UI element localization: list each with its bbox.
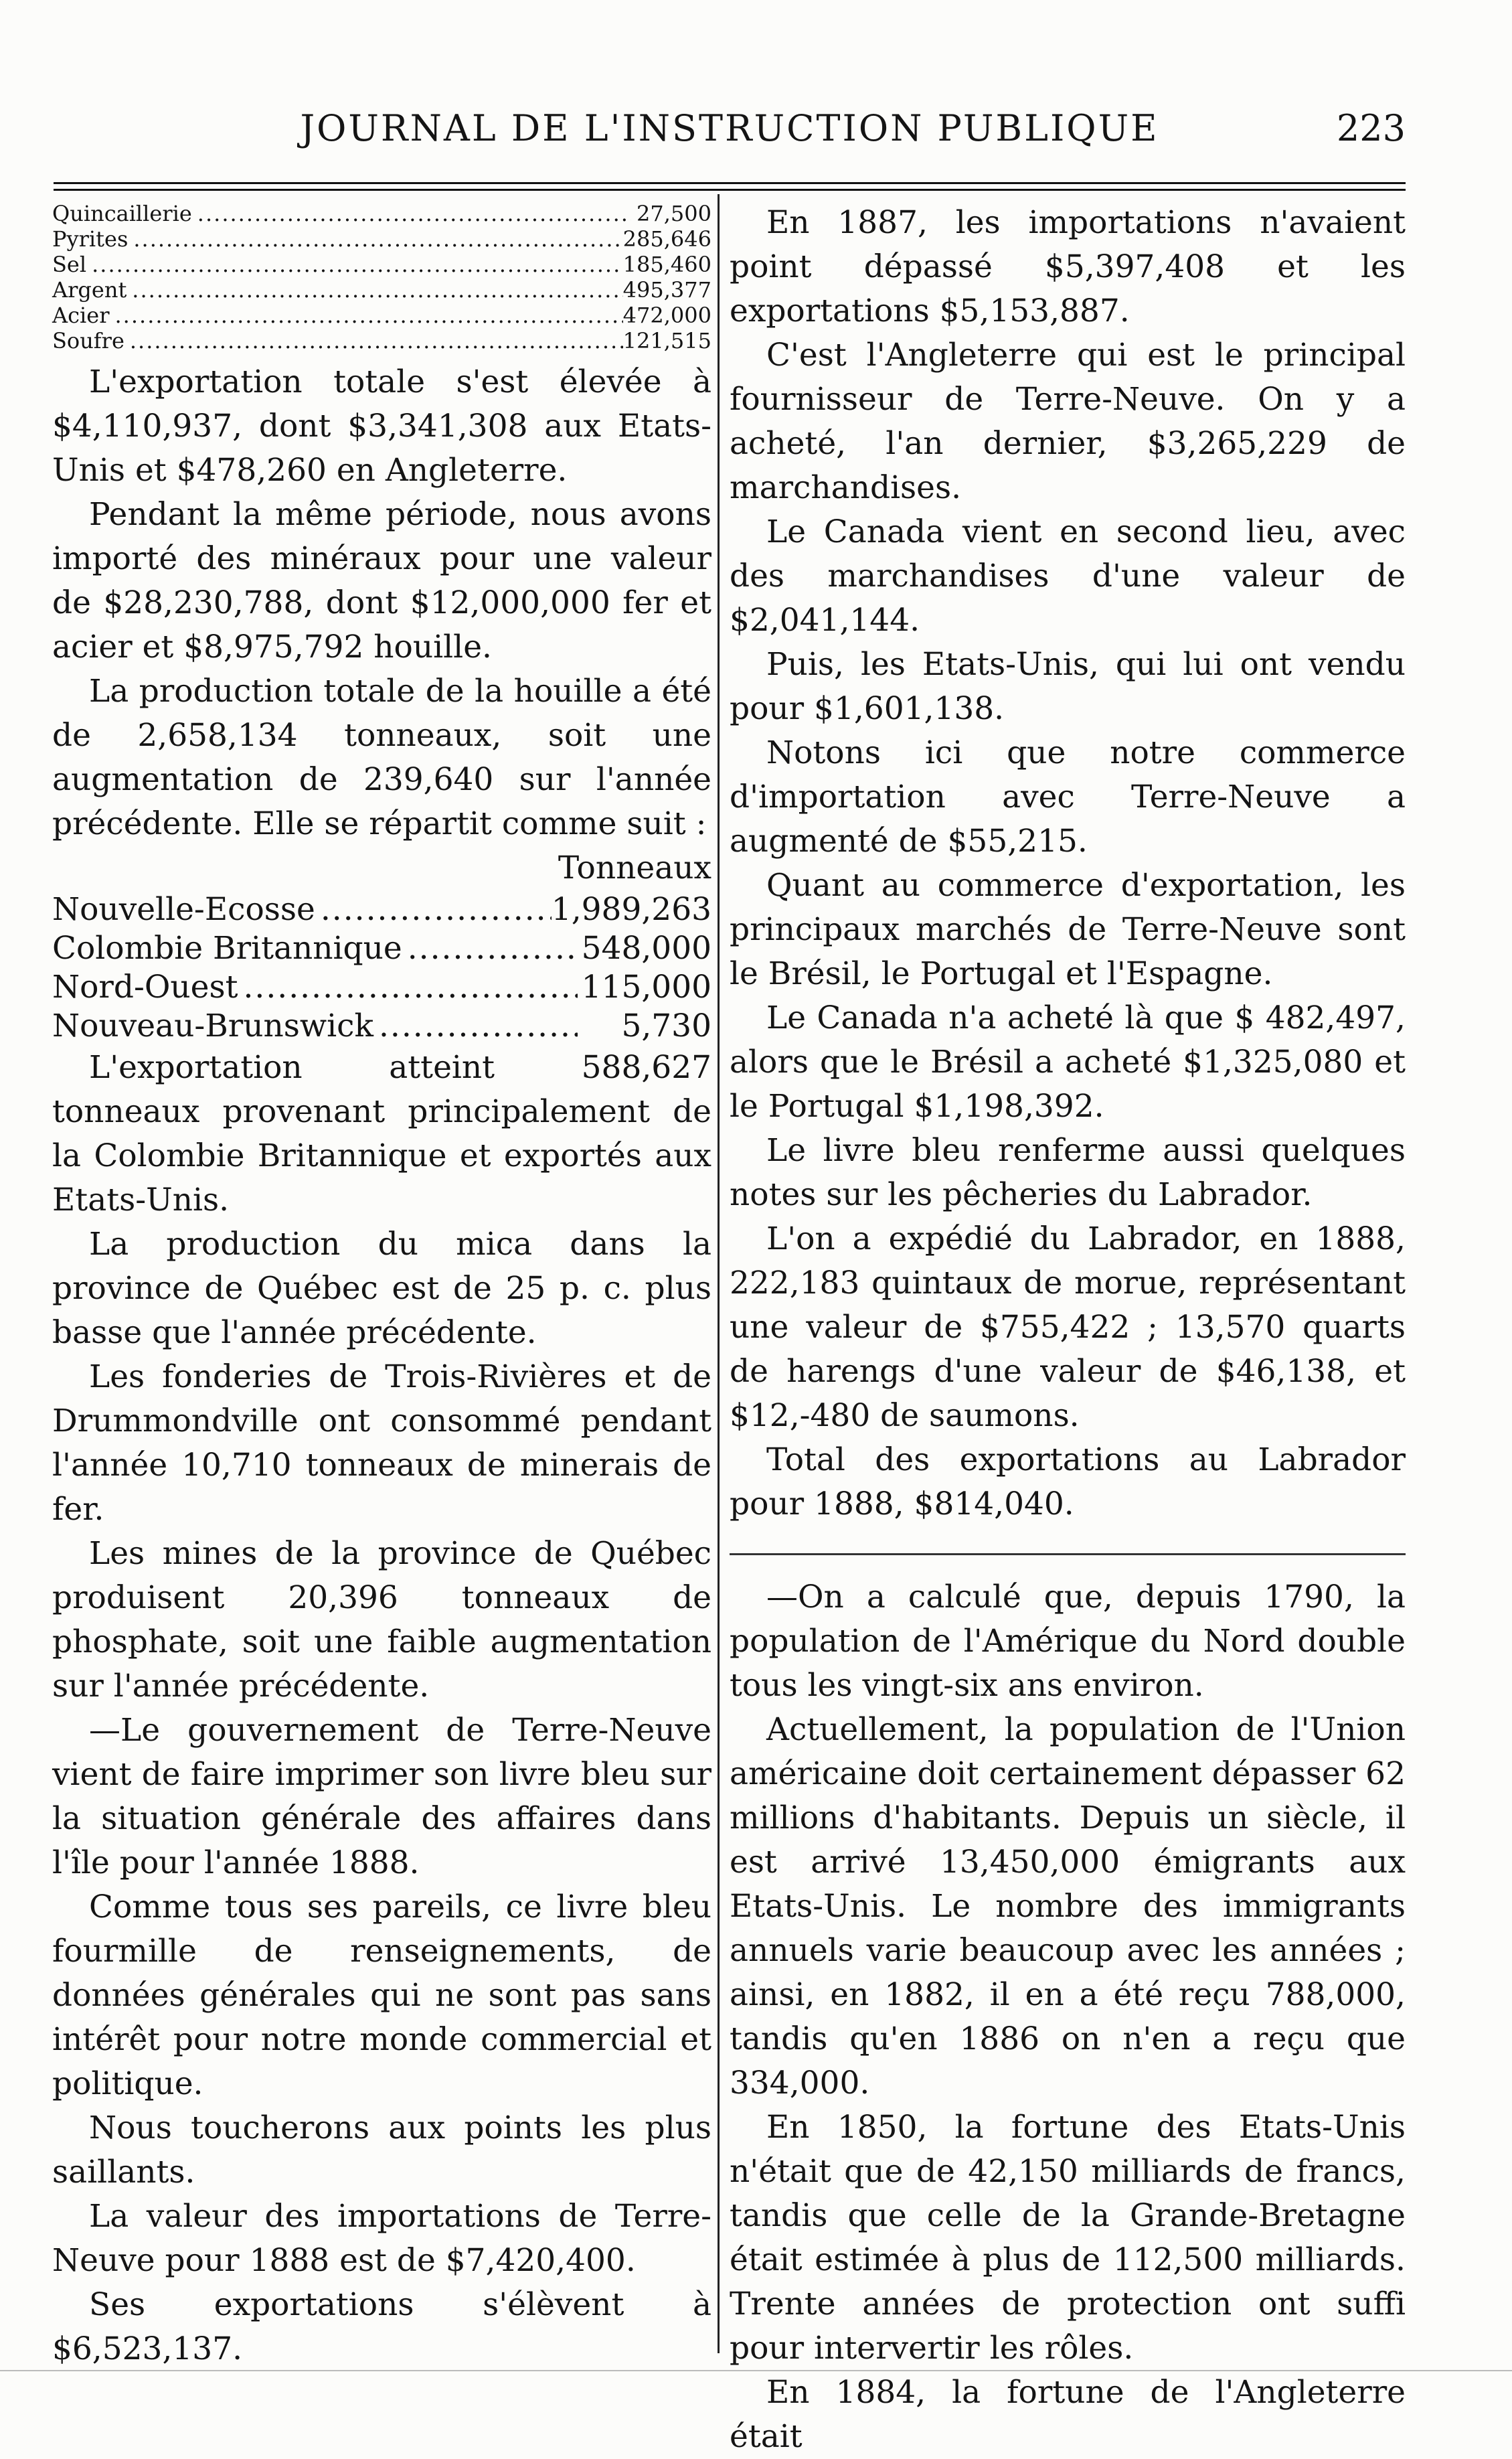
- leader-dots: [238, 968, 578, 1007]
- paragraph: Ses exportations s'élèvent à $6,523,137.: [52, 2286, 711, 2367]
- row-value: 548,000: [581, 930, 711, 967]
- leader-dots: [124, 328, 623, 353]
- table-row: [52, 226, 711, 252]
- paragraph: La production du mica dans la province de Québec est de 25 p. c. plus basse que l'année précédente.: [52, 1226, 711, 1351]
- row-value: 185,460: [622, 252, 711, 277]
- paragraph: Notons ici que notre commerce d'importation avec Terre-Neuve a augmenté de $55,215.: [730, 734, 1406, 860]
- row-value: 1,989,263: [551, 891, 711, 928]
- paragraph: Comme tous ses pareils, ce livre bleu fourmille de renseignements, de données générales qui ne sont pas sans intérêt pour notre monde commercial et politique.: [52, 1889, 711, 2102]
- row-value: 472,000: [622, 303, 711, 328]
- header-rule-double: [54, 189, 1406, 191]
- paragraph: L'exportation totale s'est élevée à $4,110,937, dont $3,341,308 aux Etats-Unis et $478,260 en Angleterre.: [52, 364, 711, 489]
- row-label: Pyrites: [52, 226, 129, 252]
- paragraph: La production totale de la houille a été de 2,658,134 tonneaux, soit une augmentation de 239,640 sur l'année précédente. Elle se répartit comme suit :: [52, 673, 711, 842]
- row-value: 495,377: [622, 277, 711, 303]
- leader-dots: [315, 890, 552, 929]
- table-row: [52, 252, 711, 277]
- table-row: [52, 929, 711, 968]
- paragraph: Les mines de la province de Québec produisent 20,396 tonneaux de phosphate, soit une faible augmentation sur l'année précédente.: [52, 1535, 711, 1704]
- paragraph: En 1887, les importations n'avaient point dépassé $5,397,408 et les exportations $5,153,887.: [730, 204, 1406, 329]
- paragraph: Puis, les Etats-Unis, qui lui ont vendu pour $1,601,138.: [730, 646, 1406, 727]
- row-value: 285,646: [622, 226, 711, 252]
- table-row: [52, 1007, 711, 1046]
- section-divider: [730, 1526, 1406, 1555]
- paragraph: Le Canada n'a acheté là que $ 482,497, alors que le Brésil a acheté $1,325,080 et le Portugal $1,198,392.: [730, 1000, 1406, 1125]
- paragraph: Les fonderies de Trois-Rivières et de Drummondville ont consommé pendant l'année 10,710 tonneaux de minerais de fer.: [52, 1358, 711, 1528]
- page-number: 223: [1336, 107, 1406, 149]
- paragraph: Le livre bleu renferme aussi quelques notes sur les pêcheries du Labrador.: [730, 1132, 1406, 1213]
- row-label: Nouvelle-Ecosse: [52, 891, 315, 928]
- paragraph: Nous toucherons aux points les plus saillants.: [52, 2110, 711, 2191]
- paragraph: La valeur des importations de Terre-Neuve pour 1888 est de $7,420,400.: [52, 2198, 711, 2279]
- header-rule: [54, 182, 1406, 184]
- right-column: [730, 201, 1406, 2459]
- paragraph: L'on a expédié du Labrador, en 1888, 222,183 quintaux de morue, représentant une valeur de $755,422 ; 13,570 quarts de harengs d'une valeur de $46,138, et $12,-480 de saumons.: [730, 1220, 1406, 1434]
- paragraph: En 1850, la fortune des Etats-Unis n'était que de 42,150 milliards de francs, tandis que celle de la Grande-Bretagne était estimée à plus de 112,500 milliards. Trente années de protection ont suffi pour intervertir les rôles.: [730, 2109, 1406, 2367]
- paragraph: —On a calculé que, depuis 1790, la population de l'Amérique du Nord double tous les vingt-six ans environ.: [730, 1579, 1406, 1704]
- row-label: Nord-Ouest: [52, 969, 238, 1006]
- leader-dots: [128, 226, 622, 252]
- leader-dots: [127, 277, 622, 303]
- page-bottom-edge: [0, 2370, 1512, 2371]
- row-label: Sel: [52, 252, 87, 277]
- row-value: 27,500: [637, 201, 711, 226]
- row-value: 5,730: [621, 1008, 711, 1044]
- row-label: Argent: [52, 277, 127, 303]
- paragraph: Pendant la même période, nous avons importé des minéraux pour une valeur de $28,230,788, dont $12,000,000 fer et acier et $8,975,792 houille.: [52, 496, 711, 665]
- paragraph: Le Canada vient en second lieu, avec des marchandises d'une valeur de $2,041,144.: [730, 513, 1406, 639]
- paragraph: En 1884, la fortune de l'Angleterre était: [730, 2374, 1406, 2455]
- minerals-table: [52, 201, 711, 353]
- row-label: Soufre: [52, 328, 124, 353]
- paragraph: C'est l'Angleterre qui est le principal fournisseur de Terre-Neuve. On y a acheté, l'an dernier, $3,265,229 de marchandises.: [730, 337, 1406, 506]
- table-row: [52, 303, 711, 328]
- leader-dots: [192, 201, 631, 226]
- paragraph: Quant au commerce d'exportation, les principaux marchés de Terre-Neuve sont le Brésil, le Portugal et l'Espagne.: [730, 867, 1406, 992]
- leader-dots: [86, 252, 623, 277]
- journal-title: JOURNAL DE L'INSTRUCTION PUBLIQUE: [300, 107, 1159, 149]
- left-column: [52, 201, 711, 2371]
- table-row: [52, 890, 711, 929]
- leader-dots: [373, 1007, 578, 1046]
- table-row: [52, 968, 711, 1007]
- table-row: [52, 328, 711, 353]
- row-label: Colombie Britannique: [52, 930, 402, 967]
- leader-dots: [402, 929, 578, 968]
- paragraph: L'exportation atteint 588,627 tonneaux provenant principalement de la Colombie Britannique et exportés aux Etats-Unis.: [52, 1049, 711, 1218]
- coal-production-table: [52, 846, 711, 1046]
- row-label: Quincaillerie: [52, 201, 192, 226]
- table-row: [52, 201, 711, 226]
- coal-table-header: Tonneaux: [558, 850, 711, 886]
- column-divider: [718, 194, 720, 2353]
- paragraph: —Le gouvernement de Terre-Neuve vient de faire imprimer son livre bleu sur la situation générale des affaires dans l'île pour l'année 1888.: [52, 1712, 711, 1881]
- leader-dots: [110, 303, 623, 328]
- paragraph: Actuellement, la population de l'Union américaine doit certainement dépasser 62 millions d'habitants. Depuis un siècle, il est arrivé 13,450,000 émigrants aux Etats-Unis. Le nombre des immigrants annuels varie beaucoup avec les années ; ainsi, en 1882, il en a été reçu 788,000, tandis qu'en 1886 on n'en a reçu que 334,000.: [730, 1711, 1406, 2101]
- row-label: Nouveau-Brunswick: [52, 1008, 373, 1044]
- row-label: Acier: [52, 303, 110, 328]
- paragraph: Total des exportations au Labrador pour 1888, $814,040.: [730, 1441, 1406, 1522]
- row-value: 115,000: [581, 969, 711, 1006]
- page-header: [54, 100, 1406, 174]
- row-value: 121,515: [622, 328, 711, 353]
- table-row: [52, 277, 711, 303]
